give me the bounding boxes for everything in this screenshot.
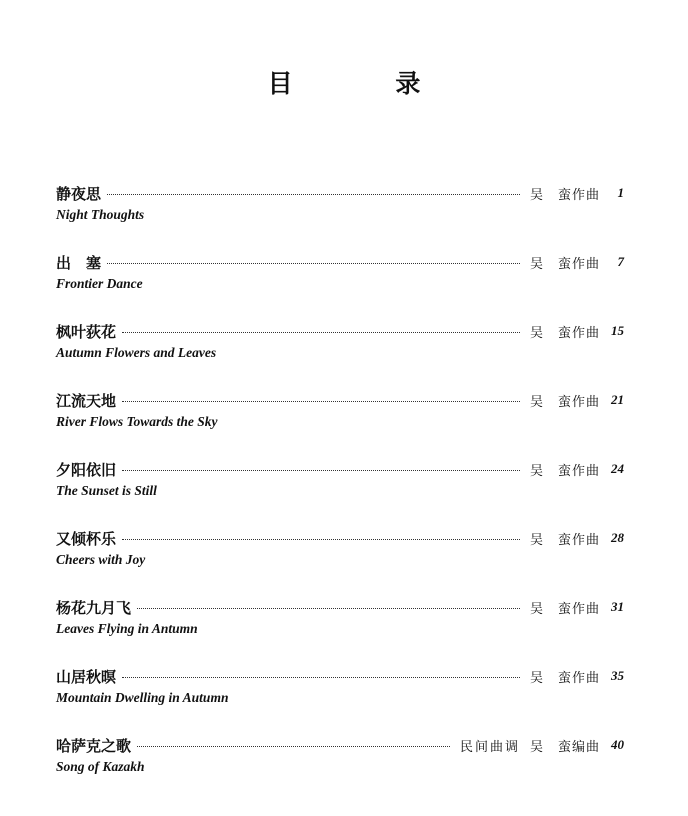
composer-surname: 吴 <box>529 670 544 686</box>
page-number: 35 <box>611 668 624 683</box>
composer-credit <box>530 322 600 341</box>
page-number: 1 <box>617 185 624 200</box>
composer-surname: 吴 <box>529 532 544 548</box>
page-number: 40 <box>611 737 624 752</box>
composer-role: 蛮编曲 <box>557 739 600 755</box>
composer-surname: 吴 <box>529 187 544 203</box>
english-title: Mountain Dwelling in Autumn <box>56 690 229 705</box>
composer-role: 蛮作曲 <box>557 256 600 272</box>
composer-credit <box>530 253 600 272</box>
composer-role: 蛮作曲 <box>557 394 600 410</box>
toc-entry-line <box>56 456 624 482</box>
english-title: River Flows Towards the Sky <box>56 414 218 429</box>
composer-surname: 吴 <box>529 601 544 617</box>
chinese-title: 静夜思 <box>56 184 102 203</box>
dot-leader <box>122 332 520 333</box>
composer-credit <box>530 736 600 755</box>
page-number: 21 <box>611 392 624 407</box>
dot-leader <box>137 608 520 609</box>
composer-surname: 吴 <box>529 325 544 341</box>
composer-credit <box>530 391 600 410</box>
english-title: The Sunset is Still <box>56 483 157 498</box>
toc-entry[interactable] <box>56 249 624 318</box>
toc-list <box>56 180 624 801</box>
toc-entry-line <box>56 594 624 620</box>
chinese-title: 夕阳依旧 <box>56 460 117 479</box>
composer-credit <box>530 184 600 203</box>
chinese-title: 江流天地 <box>56 391 117 410</box>
page-number: 24 <box>611 461 624 476</box>
english-title: Leaves Flying in Antumn <box>56 621 198 636</box>
composer-credit <box>530 598 600 617</box>
english-title: Frontier Dance <box>56 276 143 291</box>
composer-surname: 吴 <box>529 463 544 479</box>
toc-entry-line <box>56 180 624 206</box>
toc-entry-line <box>56 525 624 551</box>
english-title: Autumn Flowers and Leaves <box>56 345 217 360</box>
toc-entry[interactable] <box>56 594 624 663</box>
toc-entry-line <box>56 663 624 689</box>
composer-credit <box>530 667 600 686</box>
composer-surname: 吴 <box>529 394 544 410</box>
chinese-title: 又倾杯乐 <box>56 529 117 548</box>
toc-entry-line <box>56 318 624 344</box>
composer-role: 蛮作曲 <box>557 463 600 479</box>
chinese-title: 出 塞 <box>56 253 102 272</box>
page-title: 目 录 <box>267 69 468 98</box>
dot-leader <box>107 263 520 264</box>
chinese-title: 枫叶荻花 <box>56 322 117 341</box>
toc-entry[interactable] <box>56 318 624 387</box>
english-title: Night Thoughts <box>56 207 145 222</box>
dot-leader <box>122 539 520 540</box>
composer-role: 蛮作曲 <box>557 187 600 203</box>
source-note: 民间曲调 <box>459 739 520 755</box>
composer-role: 蛮作曲 <box>557 532 600 548</box>
dot-leader <box>122 470 520 471</box>
composer-role: 蛮作曲 <box>557 670 600 686</box>
page-number: 28 <box>611 530 624 545</box>
chinese-title: 山居秋暝 <box>56 667 117 686</box>
composer-surname: 吴 <box>529 739 544 755</box>
page-number: 31 <box>611 599 624 614</box>
english-title: Song of Kazakh <box>56 759 145 774</box>
composer-credit <box>530 529 600 548</box>
toc-entry[interactable] <box>56 180 624 249</box>
composer-role: 蛮作曲 <box>557 325 600 341</box>
toc-entry-line <box>56 249 624 275</box>
page-number: 15 <box>611 323 624 338</box>
composer-credit <box>530 460 600 479</box>
toc-entry[interactable] <box>56 387 624 456</box>
dot-leader <box>122 677 520 678</box>
chinese-title: 哈萨克之歌 <box>56 736 132 755</box>
toc-entry[interactable] <box>56 456 624 525</box>
composer-role: 蛮作曲 <box>557 601 600 617</box>
dot-leader <box>122 401 520 402</box>
page-number: 7 <box>617 254 624 269</box>
composer-surname: 吴 <box>529 256 544 272</box>
toc-entry[interactable] <box>56 732 624 801</box>
toc-entry-line <box>56 732 624 758</box>
dot-leader <box>137 746 450 747</box>
dot-leader <box>107 194 520 195</box>
toc-entry-line <box>56 387 624 413</box>
toc-entry[interactable] <box>56 525 624 594</box>
english-title: Cheers with Joy <box>56 552 146 567</box>
toc-entry[interactable] <box>56 663 624 732</box>
chinese-title: 杨花九月飞 <box>56 598 132 617</box>
